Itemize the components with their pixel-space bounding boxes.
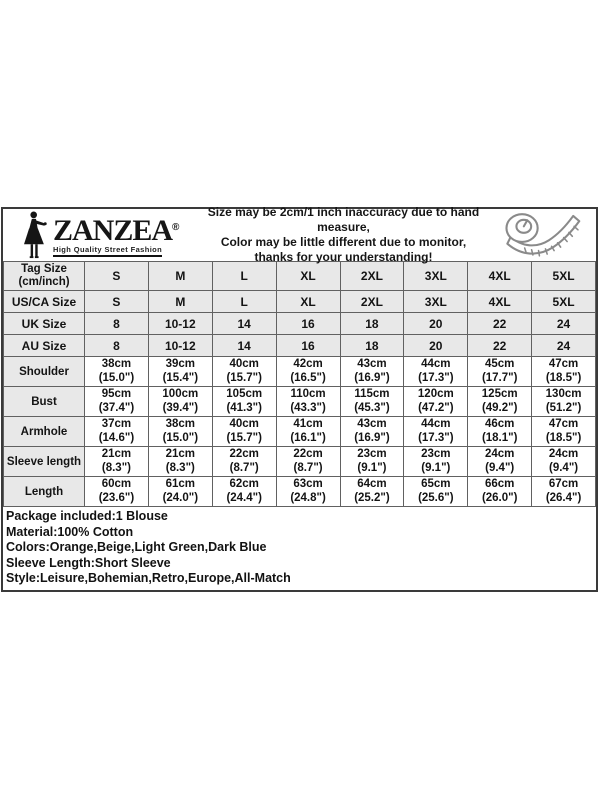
cm-value: 24cm [484, 448, 515, 460]
inch-value: (15.7") [226, 431, 262, 444]
brand-word: ZANZEA [53, 213, 173, 247]
measure-cell [532, 417, 596, 447]
table-row-tag-size [4, 262, 596, 291]
size-cell: M [148, 291, 212, 313]
inch-value: (23.6") [98, 491, 135, 504]
measure-cell [276, 447, 340, 477]
size-cell: 3XL [404, 291, 468, 313]
cm-value: 105cm [226, 388, 263, 400]
row-label-line: (cm/inch) [18, 276, 70, 288]
measure-cell [212, 477, 276, 507]
notice-line: Size may be 2cm/1 inch inaccuracy due to hand measure, [207, 205, 480, 234]
size-cell: 3XL [404, 262, 468, 291]
inch-value: (16.9") [354, 371, 390, 384]
cm-value: 66cm [484, 478, 515, 490]
inch-value: (51.2") [545, 401, 582, 414]
cm-value: 37cm [101, 418, 132, 430]
cm-value: 64cm [357, 478, 387, 490]
cm-value: 23cm [421, 448, 451, 460]
size-cell: 8 [85, 335, 149, 357]
size-cell: 16 [276, 313, 340, 335]
measure-cell [276, 477, 340, 507]
size-cell: 20 [404, 313, 468, 335]
detail-line: Style:Leisure,Bohemian,Retro,Europe,All-Match [6, 571, 291, 586]
size-cell: XL [276, 262, 340, 291]
cm-value: 40cm [229, 358, 259, 370]
inch-value: (25.2") [354, 491, 390, 504]
inch-value: (37.4") [98, 401, 135, 414]
measure-cell [340, 417, 404, 447]
size-cell: M [148, 262, 212, 291]
brand-name [53, 214, 179, 245]
woman-silhouette-icon [21, 211, 51, 259]
inch-value: (25.6") [418, 491, 454, 504]
detail-line: Package included:1 Blouse [6, 509, 168, 523]
detail-line: Sleeve Length:Short Sleeve [6, 555, 171, 570]
row-label: UK Size [4, 313, 85, 335]
inch-value: (17.7") [481, 371, 518, 384]
measure-cell [532, 357, 596, 387]
inch-value: (15.0") [98, 371, 135, 384]
tape-measure-box [488, 209, 596, 261]
cm-value: 22cm [293, 448, 323, 460]
cm-value: 43cm [357, 358, 387, 370]
inch-value: (16.5") [290, 371, 326, 384]
size-cell: XL [276, 291, 340, 313]
inch-value: (17.3") [418, 431, 454, 444]
cm-value: 47cm [548, 358, 579, 370]
inch-value: (14.6") [98, 431, 135, 444]
cm-value: 130cm [545, 388, 582, 400]
brand-tagline: High Quality Street Fashion [53, 245, 162, 257]
measure-cell [276, 357, 340, 387]
inch-value: (41.3") [226, 401, 262, 414]
measure-cell [148, 387, 212, 417]
cm-value: 100cm [162, 388, 199, 400]
inch-value: (16.1") [290, 431, 326, 444]
inch-value: (8.7") [229, 461, 259, 474]
cm-value: 24cm [548, 448, 579, 460]
notice-line: thanks for your understanding! [254, 250, 433, 264]
inch-value: (17.3") [418, 371, 454, 384]
cm-value: 120cm [417, 388, 454, 400]
measure-cell [404, 477, 468, 507]
cm-value: 67cm [548, 478, 579, 490]
size-cell: 10-12 [148, 335, 212, 357]
measure-cell [85, 357, 149, 387]
inch-value: (47.2") [418, 401, 454, 414]
table-row-length [4, 477, 596, 507]
cm-value: 22cm [229, 448, 259, 460]
measure-cell [340, 477, 404, 507]
detail-line: Material:100% Cotton [6, 524, 134, 539]
measure-cell [404, 447, 468, 477]
inch-value: (26.0") [481, 491, 518, 504]
inch-value: (8.3") [101, 461, 131, 474]
inch-value: (24.8") [290, 491, 326, 504]
inch-value: (9.1") [421, 461, 451, 474]
logo-text [53, 214, 179, 257]
cm-value: 21cm [101, 448, 132, 460]
row-label: Length [4, 477, 85, 507]
measure-cell [85, 477, 149, 507]
size-cell: 24 [532, 313, 596, 335]
cm-value: 61cm [165, 478, 196, 490]
inch-value: (16.9") [354, 431, 390, 444]
inch-value: (9.1") [357, 461, 387, 474]
row-label: AU Size [4, 335, 85, 357]
measure-cell [148, 417, 212, 447]
cm-value: 39cm [165, 358, 196, 370]
inch-value: (26.4") [545, 491, 582, 504]
measure-cell [532, 477, 596, 507]
cm-value: 40cm [229, 418, 259, 430]
measure-cell [404, 357, 468, 387]
cm-value: 44cm [421, 418, 451, 430]
cm-value: 21cm [165, 448, 196, 460]
tape-measure-icon [494, 209, 590, 261]
size-cell: 20 [404, 335, 468, 357]
measure-cell [468, 357, 532, 387]
cm-value: 47cm [548, 418, 579, 430]
cm-value: 60cm [101, 478, 132, 490]
measure-cell [340, 447, 404, 477]
size-table [3, 261, 596, 507]
notice-line: Color may be little different due to monitor, [220, 235, 467, 249]
table-row-armhole [4, 417, 596, 447]
cm-value: 125cm [481, 388, 518, 400]
inch-value: (24.0") [162, 491, 199, 504]
measure-cell [212, 417, 276, 447]
size-chart-sheet [1, 207, 598, 592]
size-cell: 2XL [340, 262, 404, 291]
size-table-body [4, 262, 596, 507]
inch-value: (15.7") [226, 371, 262, 384]
inch-value: (8.7") [293, 461, 323, 474]
cm-value: 46cm [484, 418, 515, 430]
inch-value: (15.0") [162, 431, 199, 444]
detail-line: Colors:Orange,Beige,Light Green,Dark Blue [6, 540, 267, 555]
cm-value: 23cm [357, 448, 387, 460]
size-cell: 10-12 [148, 313, 212, 335]
size-cell: 8 [85, 313, 149, 335]
cm-value: 42cm [293, 358, 323, 370]
measure-cell [532, 387, 596, 417]
table-row-sleeve-length [4, 447, 596, 477]
measure-cell [532, 447, 596, 477]
size-cell: L [212, 291, 276, 313]
measure-cell [212, 447, 276, 477]
measure-cell [404, 417, 468, 447]
row-label [4, 262, 85, 291]
measure-cell [340, 357, 404, 387]
measure-cell [212, 357, 276, 387]
size-cell: 14 [212, 313, 276, 335]
cm-value: 63cm [293, 478, 323, 490]
inch-value: (49.2") [481, 401, 518, 414]
cm-value: 38cm [101, 358, 132, 370]
row-label: Armhole [4, 417, 85, 447]
measure-cell [148, 357, 212, 387]
measure-cell [404, 387, 468, 417]
cm-value: 65cm [421, 478, 451, 490]
cm-value: 41cm [293, 418, 323, 430]
cm-value: 38cm [165, 418, 196, 430]
measurement-notice [199, 205, 488, 265]
measure-cell [468, 387, 532, 417]
inch-value: (18.5") [545, 431, 582, 444]
inch-value: (8.3") [165, 461, 195, 474]
row-label: Bust [4, 387, 85, 417]
size-cell: 2XL [340, 291, 404, 313]
measure-cell [276, 387, 340, 417]
measure-cell [148, 447, 212, 477]
size-cell: L [212, 262, 276, 291]
size-cell: 22 [468, 313, 532, 335]
inch-value: (9.4") [549, 461, 579, 474]
row-label: US/CA Size [4, 291, 85, 313]
cm-value: 115cm [354, 388, 390, 400]
brand-logo [3, 211, 199, 259]
table-row-shoulder [4, 357, 596, 387]
inch-value: (43.3") [290, 401, 326, 414]
cm-value: 45cm [484, 358, 515, 370]
size-cell: 4XL [468, 262, 532, 291]
row-label: Sleeve length [4, 447, 85, 477]
cm-value: 95cm [101, 388, 132, 400]
size-cell: 18 [340, 313, 404, 335]
registered-mark: ® [172, 221, 180, 233]
measure-cell [276, 417, 340, 447]
measure-cell [468, 417, 532, 447]
inch-value: (18.1") [481, 431, 518, 444]
size-cell: 5XL [532, 262, 596, 291]
measure-cell [148, 477, 212, 507]
cm-value: 43cm [357, 418, 387, 430]
measure-cell [85, 387, 149, 417]
inch-value: (39.4") [162, 401, 199, 414]
size-cell: 24 [532, 335, 596, 357]
product-details [3, 507, 596, 590]
size-cell: 5XL [532, 291, 596, 313]
measure-cell [85, 417, 149, 447]
size-cell: S [85, 262, 149, 291]
size-cell: 18 [340, 335, 404, 357]
row-label: Shoulder [4, 357, 85, 387]
inch-value: (15.4") [162, 371, 199, 384]
size-cell: 14 [212, 335, 276, 357]
size-cell: S [85, 291, 149, 313]
size-cell: 22 [468, 335, 532, 357]
size-cell: 16 [276, 335, 340, 357]
header [3, 205, 596, 264]
table-row-bust [4, 387, 596, 417]
inch-value: (24.4") [226, 491, 262, 504]
cm-value: 62cm [229, 478, 259, 490]
row-label-line: Tag Size [21, 263, 67, 275]
cm-value: 110cm [290, 388, 326, 400]
table-row-uk-size [4, 313, 596, 335]
measure-cell [468, 477, 532, 507]
measure-cell [340, 387, 404, 417]
inch-value: (9.4") [485, 461, 515, 474]
inch-value: (18.5") [545, 371, 582, 384]
measure-cell [468, 447, 532, 477]
size-cell: 4XL [468, 291, 532, 313]
measure-cell [85, 447, 149, 477]
inch-value: (45.3") [354, 401, 390, 414]
table-row-usca-size [4, 291, 596, 313]
cm-value: 44cm [421, 358, 451, 370]
measure-cell [212, 387, 276, 417]
table-row-au-size [4, 335, 596, 357]
